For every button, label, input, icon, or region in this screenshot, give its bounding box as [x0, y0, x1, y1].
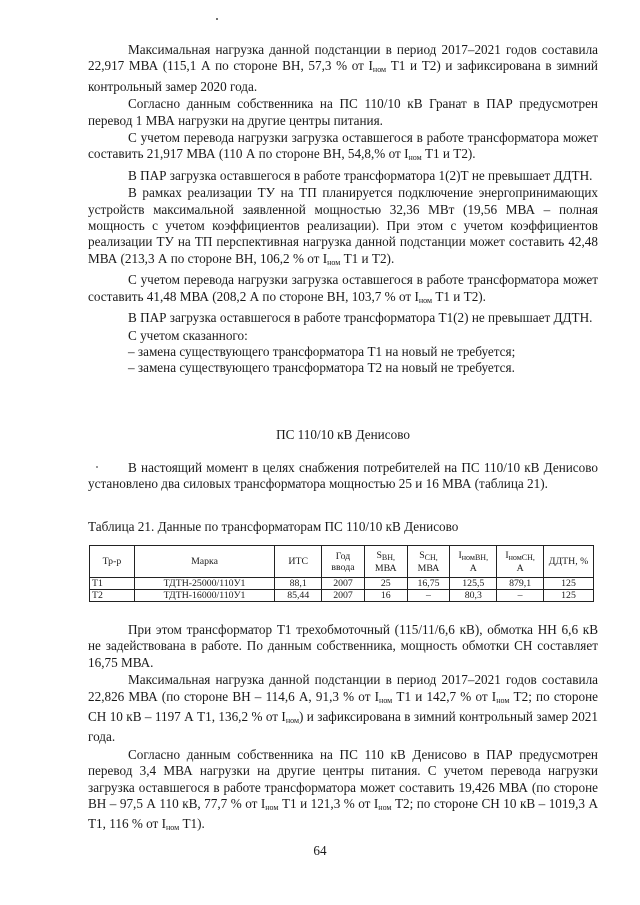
- paragraph: С учетом перевода нагрузки загрузка оставшегося в работе трансформатора может составить 41,48 МВА (208,2 А по стороне ВН, 103,7 % от $I_{ном}$ Т1 и Т2).: [88, 272, 598, 305]
- paragraph: В настоящий момент в целях снабжения потребителей на ПС 110/10 кВ Денисово установлено два силовых трансформатора мощностью 25 и 16 МВА (таблица 21).: [88, 460, 598, 492]
- header-cell: Тр-р: [90, 546, 135, 578]
- paragraph: В рамках реализации ТУ на ТП планируется подключение энергопринимающих устройств максимальной заявленной мощностью 32,36 МВт (19,56 МВА – полная мощность с учетом коэффициентов реализации). При этом с учетом коэффициентов реализации ТУ на ТП перспективная нагрузка данной подстанции может составить 42,48 МВА (213,3 А по стороне ВН, 106,2 % от $I_{ном}$ Т1 и Т2).: [88, 185, 598, 267]
- table-cell: 879,1: [497, 578, 544, 590]
- paragraph: В ПАР загрузка оставшегося в работе трансформатора 1(2)Т не превышает ДДТН.: [128, 167, 593, 183]
- table-cell: 85,44: [275, 590, 322, 602]
- header-cell: $S_{СН,}$ МВА: [407, 546, 450, 578]
- table-cell: 88,1: [275, 578, 322, 590]
- table-cell: ТДТН-25000/110У1: [134, 578, 275, 590]
- table-header-row: [90, 546, 594, 578]
- table-cell: 80,3: [450, 590, 497, 602]
- table-row: [90, 578, 594, 590]
- paragraph: При этом трансформатор Т1 трехобмоточный (115/11/6,6 кВ), обмотка НН 6,6 кВ не задействована в работе. По данным собственника, мощность обмотки СН составляет 16,75 МВА.: [88, 622, 598, 670]
- header-cell: $I_{номВН,}$ А: [450, 546, 497, 578]
- transformer-table: [89, 545, 594, 602]
- table-cell: 25: [364, 578, 407, 590]
- header-cell: ДДТН, %: [544, 546, 594, 578]
- table-cell: –: [407, 590, 450, 602]
- paragraph: Максимальная нагрузка данной подстанции в период 2017–2021 годов составила 22,826 МВА (по стороне ВН – 114,6 А, 91,3 % от $I_{ном}$ Т1 и 142,7 % от $I_{ном}$ Т2; по стороне СН 10 кВ – 1197 А Т1, 136,2 % от $I_{ном}$) и зафиксирована в зимний контрольный замер 2021 года.: [88, 672, 598, 745]
- header-cell: ИТС: [275, 546, 322, 578]
- paragraph: В ПАР загрузка оставшегося в работе трансформатора Т1(2) не превышает ДДТН.: [128, 310, 593, 326]
- paragraph: Максимальная нагрузка данной подстанции в период 2017–2021 годов составила 22,917 МВА (115,1 А по стороне ВН, 57,3 % от $I_{ном}$ Т1 и Т2) и зафиксирована в зимний контрольный замер 2020 года.: [88, 42, 598, 94]
- table-cell: Т2: [90, 590, 135, 602]
- scan-speck: [216, 18, 218, 20]
- header-cell: Марка: [134, 546, 275, 578]
- denisovo-intro-text: [88, 460, 598, 493]
- table-cell: 2007: [322, 590, 365, 602]
- header-cell: $I_{номСН,}$ А: [497, 546, 544, 578]
- table-cell: 125: [544, 578, 594, 590]
- paragraph: Согласно данным собственника на ПС 110 кВ Денисово в ПАР предусмотрен перевод 3,4 МВА нагрузки на другие центры питания. С учетом перевода нагрузки загрузка оставшегося в работе трансформатора может составить 19,426 МВА (по стороне ВН – 97,5 А 110 кВ, 77,7 % от $I_{ном}$ Т1 и 121,3 % от $I_{ном}$ Т2; по стороне СН 10 кВ – 1019,3 А Т1, 116 % от $I_{ном}$ Т1).: [88, 746, 598, 833]
- paragraph: Согласно данным собственника на ПС 110/10 кВ Гранат в ПАР предусмотрен перевод 1 МВА нагрузки на другие центры питания.: [88, 96, 598, 128]
- table-caption: Таблица 21. Данные по трансформаторам ПС 110/10 кВ Денисово: [88, 519, 459, 534]
- header-cell: Год ввода: [322, 546, 365, 578]
- table-cell: 125: [544, 590, 594, 602]
- page-number: 64: [313, 843, 327, 858]
- table-cell: 16,75: [407, 578, 450, 590]
- paragraph: С учетом перевода нагрузки загрузка оставшегося в работе трансформатора может составить 21,917 МВА (110 А по стороне ВН, 54,8,% от $I_{ном}$ Т1 и Т2).: [88, 130, 598, 163]
- list-item: – замена существующего трансформатора Т1 на новый не требуется;: [128, 343, 516, 359]
- table-cell: –: [497, 590, 544, 602]
- section-heading: ПС 110/10 кВ Денисово: [276, 427, 410, 442]
- table-cell: 125,5: [450, 578, 497, 590]
- table-cell: Т1: [90, 578, 135, 590]
- granat-section-text: [88, 42, 598, 377]
- paragraph: С учетом сказанного:: [128, 327, 248, 343]
- table-row: [90, 590, 594, 602]
- table-cell: ТДТН-16000/110У1: [134, 590, 275, 602]
- table-cell: 2007: [322, 578, 365, 590]
- denisovo-analysis-text: [88, 622, 598, 837]
- table-cell: 16: [364, 590, 407, 602]
- list-item: – замена существующего трансформатора Т2 на новый не требуется.: [128, 360, 515, 376]
- header-cell: $S_{ВН,}$ МВА: [364, 546, 407, 578]
